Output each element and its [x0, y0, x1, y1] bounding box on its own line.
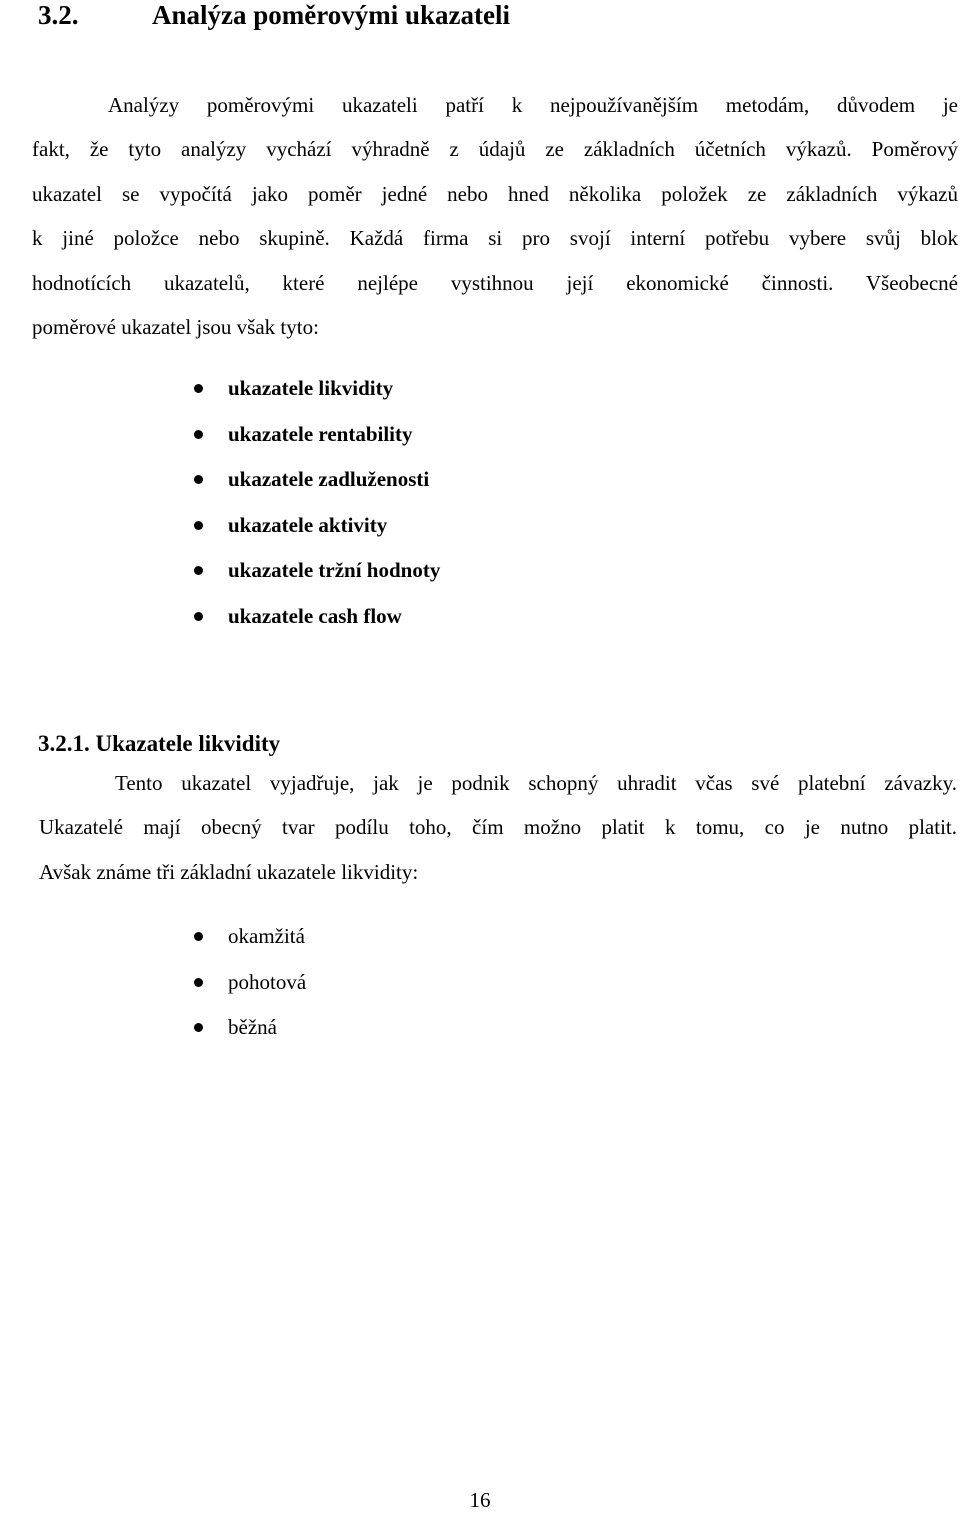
ratio-list	[228, 366, 440, 640]
liquidity-paragraph	[39, 761, 957, 894]
page-number: 16	[469, 1488, 491, 1512]
bullet-icon	[194, 932, 203, 941]
list-item-label: ukazatele rentability	[228, 421, 413, 446]
paragraph-line: Analýzy poměrovými ukazateli patří k nejpoužívanějším metodám, důvodem je	[108, 93, 958, 117]
bullet-icon	[194, 612, 203, 621]
section-number: 3.2.	[38, 0, 79, 30]
bullet-icon	[194, 566, 203, 575]
paragraph-line: Ukazatelé mají obecný tvar podílu toho, čím možno platit k tomu, co je nutno platit.	[39, 815, 957, 840]
list-item	[228, 960, 306, 1006]
liquidity-list	[228, 914, 306, 1051]
section-title: Analýza poměrovými ukazateli	[152, 0, 510, 30]
list-item-label: ukazatele likvidity	[228, 376, 394, 400]
list-item-label: pohotová	[228, 969, 307, 994]
list-item	[228, 366, 440, 412]
list-item-label: ukazatele cash flow	[228, 603, 402, 628]
list-item	[228, 548, 440, 594]
list-item-label: okamžitá	[228, 924, 305, 948]
list-item	[228, 594, 440, 640]
list-item	[228, 503, 440, 549]
subsection-heading: 3.2.1. Ukazatele likvidity	[38, 731, 281, 756]
paragraph-line: ukazatel se vypočítá jako poměr jedné nebo hned několika položek ze základních výkazů	[32, 181, 958, 206]
bullet-icon	[194, 1023, 203, 1032]
list-item-label: ukazatele tržní hodnoty	[228, 558, 441, 583]
bullet-icon	[194, 384, 203, 393]
list-item-label: ukazatele aktivity	[228, 512, 388, 537]
list-item-label: běžná	[228, 1015, 277, 1040]
bullet-icon	[194, 475, 203, 484]
paragraph-line: hodnotících ukazatelů, které nejlépe vystihnou její ekonomické činnosti. Všeobecné	[32, 270, 958, 295]
bullet-icon	[194, 430, 203, 439]
paragraph-line: Avšak známe tři základní ukazatele likvidity:	[39, 859, 419, 884]
paragraph-line: poměrové ukazatel jsou však tyto:	[32, 315, 319, 340]
paragraph-line: fakt, že tyto analýzy vychází výhradně z údajů ze základních účetních výkazů. Poměrový	[32, 137, 958, 162]
list-item	[228, 1005, 306, 1051]
list-item	[228, 914, 306, 960]
intro-paragraph	[32, 83, 958, 349]
section-heading	[38, 0, 510, 31]
paragraph-line: k jiné položce nebo skupině. Každá firma si pro svojí interní potřebu vybere svůj blok	[32, 226, 958, 251]
bullet-icon	[194, 521, 203, 530]
list-item	[228, 457, 440, 503]
list-item	[228, 412, 440, 458]
list-item-label: ukazatele zadluženosti	[228, 467, 430, 492]
bullet-icon	[194, 978, 203, 987]
paragraph-line: Tento ukazatel vyjadřuje, jak je podnik schopný uhradit včas své platební závazky.	[115, 771, 957, 795]
